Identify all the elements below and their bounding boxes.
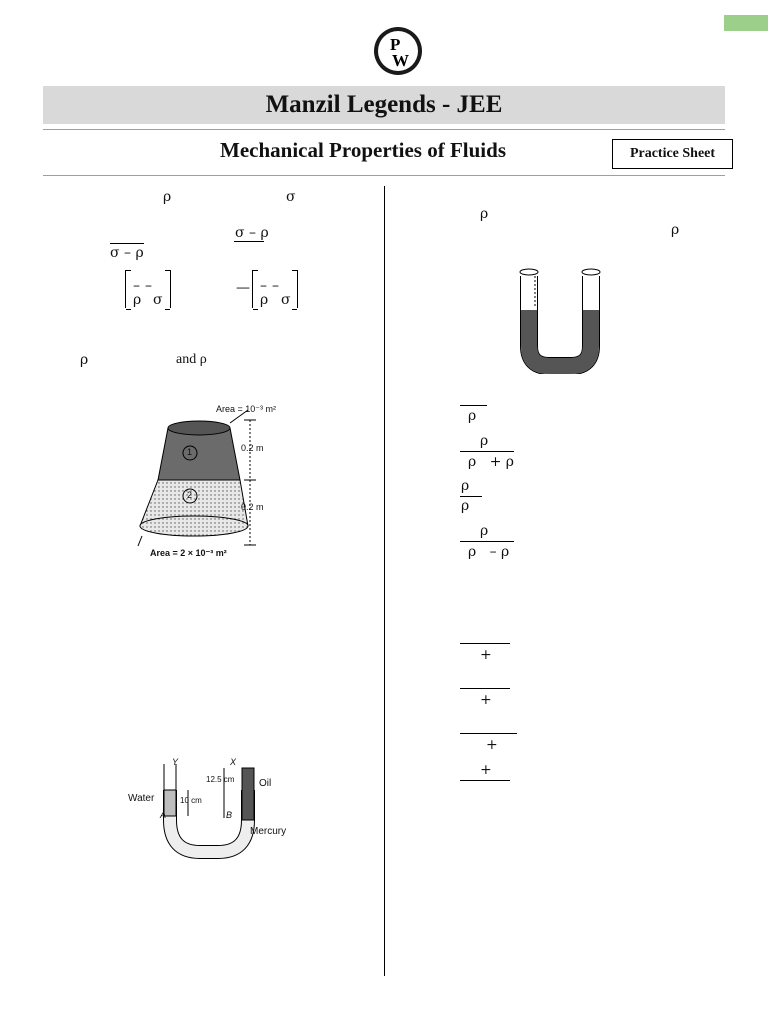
page-title: Manzil Legends - JEE [265, 91, 503, 118]
water-label: Water [128, 793, 155, 804]
opt2-c-bar [460, 733, 517, 734]
title-banner [43, 86, 725, 124]
q1-sigma: σ [286, 189, 296, 205]
opt-b-denominator: ρ + ρ [468, 454, 514, 470]
opt2-d-plus: + [480, 762, 492, 778]
rule-bottom [43, 175, 725, 176]
opt-d-bar [460, 541, 514, 542]
height-1-label: 0.2 m [241, 443, 264, 453]
q1-option-numerator: σ – ρ [235, 225, 269, 241]
frustum-figure [130, 398, 290, 564]
opt-d-numerator: ρ [480, 523, 489, 539]
label-x: X [230, 757, 237, 767]
svg-text:W: W [392, 51, 409, 70]
opt2-c-plus: + [486, 737, 498, 753]
opt-c-denominator: ρ [461, 498, 470, 514]
q1-option-denominator: σ – ρ [110, 245, 144, 261]
corner-tab [724, 15, 768, 31]
q1-d-dash2: – [272, 278, 279, 294]
opt-c-bar [460, 496, 482, 497]
q1-c-dash2: – [145, 278, 152, 294]
opt2-b-plus: + [480, 692, 492, 708]
opt-c-numerator: ρ [461, 478, 470, 494]
opt-a-rho: ρ [468, 408, 477, 424]
pw-logo [373, 26, 423, 76]
u-tube-liquid-figure [515, 266, 605, 374]
q3-rho-1: ρ [480, 206, 489, 222]
opt-b-numerator: ρ [480, 433, 489, 449]
oil-height-label: 12.5 cm [206, 775, 235, 784]
svg-text:P: P [390, 35, 401, 54]
q2-rho: ρ [80, 352, 89, 368]
height-2-label: 0.2 m [241, 502, 264, 512]
sheet-subtitle: Mechanical Properties of Fluids [220, 138, 506, 162]
label-b: B [226, 810, 233, 820]
practice-sheet-badge: Practice Sheet [612, 139, 733, 169]
label-a: A [160, 810, 167, 820]
opt2-a-bar [460, 643, 510, 644]
mercury-label: Mercury [250, 826, 287, 837]
region-2-label: 2 [187, 490, 193, 500]
rule-top [43, 129, 725, 130]
q1-rho: ρ [163, 189, 172, 205]
opt-d-denominator: ρ – ρ [468, 544, 510, 560]
oil-label: Oil [259, 778, 272, 789]
label-y: Y [172, 757, 179, 767]
q3-rho-2: ρ [671, 222, 680, 238]
column-divider [384, 186, 385, 976]
opt2-d-bar [460, 780, 510, 781]
opt-b-bar [460, 451, 514, 452]
q1-frac-bar [234, 241, 264, 242]
opt-a-bar [460, 405, 487, 406]
q1-d-sigma: σ [281, 292, 291, 308]
area-top-label: Area = 10⁻³ m² [216, 404, 277, 414]
q2-and-rho: and ρ [176, 352, 207, 367]
q1-d-dash1: – [260, 278, 267, 294]
region-1-label: 1 [187, 447, 193, 457]
q1-c-dash1: – [133, 278, 140, 294]
area-bottom-label: Area = 2 × 10⁻³ m² [150, 548, 227, 558]
opt2-a-plus: + [480, 647, 492, 663]
q1-d-dash: — [236, 280, 250, 296]
water-height-label: 10 cm [180, 796, 202, 805]
opt2-b-bar [460, 688, 510, 689]
q1-c-sigma: σ [153, 292, 163, 308]
q1-c-rho: ρ [133, 292, 142, 308]
q1-d-rho: ρ [260, 292, 269, 308]
